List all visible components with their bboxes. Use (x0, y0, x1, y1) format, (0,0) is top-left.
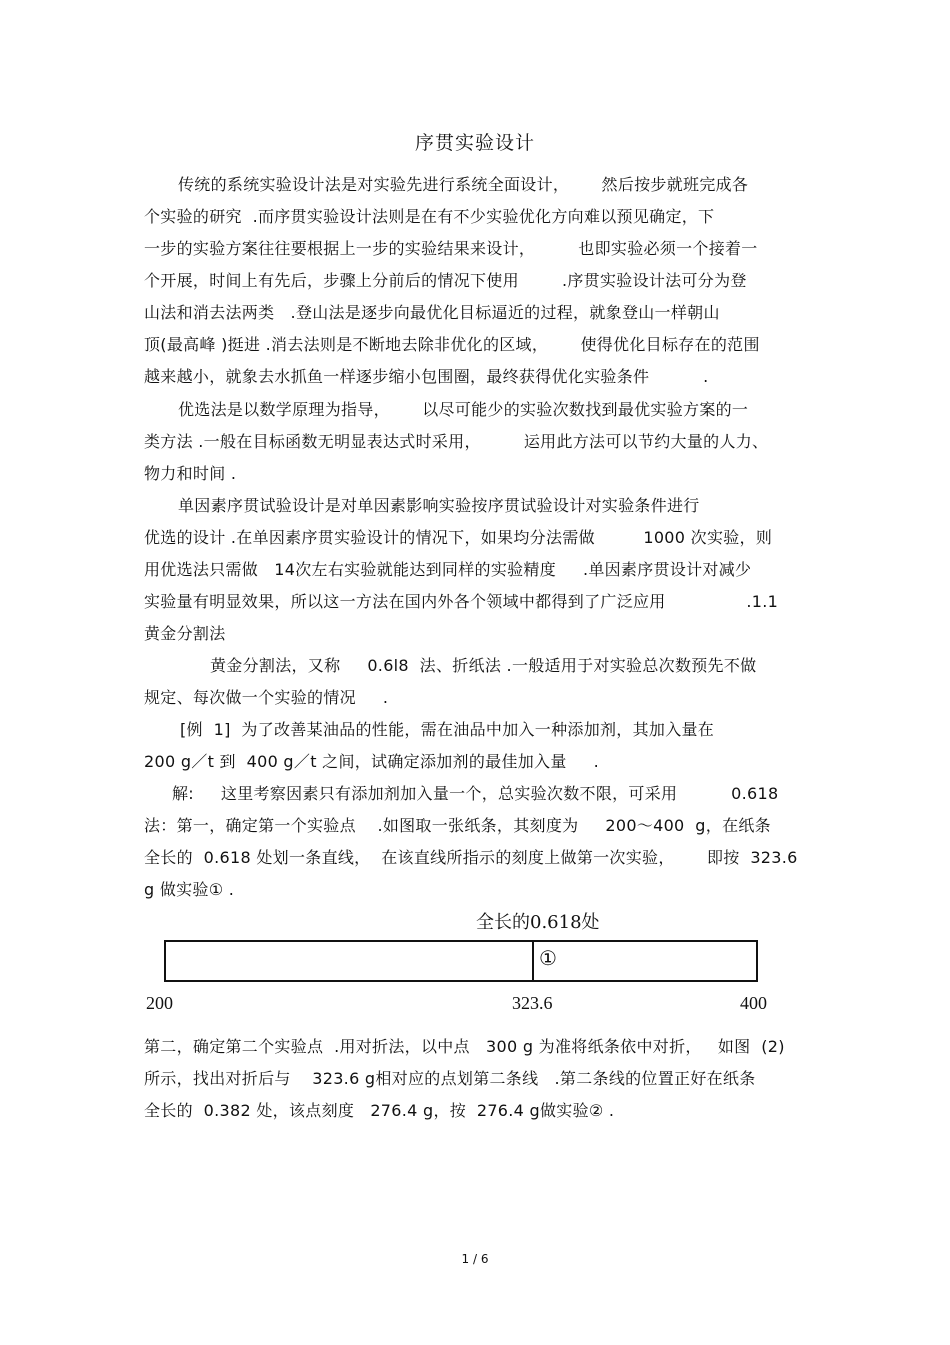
paper-strip (164, 940, 758, 982)
paragraph-line: 顶(最高峰 )挺进 .消去法则是不断地去除非优化的区域， 使得优化目标存在的范围 (144, 335, 760, 354)
paragraph-line: 规定、每次做一个实验的情况 . (144, 688, 389, 707)
experiment-mark: ① (539, 946, 557, 970)
paragraph-line: 黄金分割法，又称 0.6l8 法、折纸法 .一般适用于对实验总次数预先不做 (210, 656, 757, 675)
document-title: 序贯实验设计 (414, 132, 535, 154)
paragraph-line: 用优选法只需做 14次左右实验就能达到同样的实验精度 .单因素序贯设计对减少 (144, 560, 752, 579)
paragraph-line: 全长的 0.382 处，该点刻度 276.4 g，按 276.4 g做实验② . (144, 1101, 615, 1120)
tick-label-end: 400 (740, 993, 767, 1013)
paragraph-line: 第二，确定第二个实验点 .用对折法，以中点 300 g 为准将纸条依中对折， 如图 (2) (144, 1037, 785, 1056)
paragraph-line: [例 1] 为了改善某油品的性能，需在油品中加入一种添加剂，其加入量在 (180, 720, 715, 739)
paragraph-line: 单因素序贯试验设计是对单因素影响实验按序贯试验设计对实验条件进行 (178, 496, 700, 515)
paragraph-line: 优选法是以数学原理为指导， 以尽可能少的实验次数找到最优实验方案的一 (178, 400, 749, 419)
paragraph-line: 山法和消去法两类 .登山法是逐步向最优化目标逼近的过程，就象登山一样朝山 (144, 303, 720, 322)
section-heading: 黄金分割法 (144, 624, 226, 643)
paragraph-line: 解: 这里考察因素只有添加剂加入量一个，总实验次数不限，可采用 0.618 (172, 784, 779, 803)
paragraph-line: 个实验的研究 .而序贯实验设计法则是在有不少实验优化方向难以预见确定，下 (144, 207, 715, 226)
paragraph-line: 200 g／t 到 400 g／t 之间，试确定添加剂的最佳加入量 . (144, 752, 599, 771)
tick-label-mid: 323.6 (512, 993, 553, 1013)
paragraph-line: 类方法 .一般在目标函数无明显表达式时采用， 运用此方法可以节约大量的人力、 (144, 432, 769, 451)
paragraph-line: 个开展，时间上有先后，步骤上分前后的情况下使用 .序贯实验设计法可分为登 (144, 271, 747, 290)
paragraph-line: 越来越小，就象去水抓鱼一样逐步缩小包围圈，最终获得优化实验条件 . (144, 367, 709, 386)
paragraph-line: g 做实验① . (144, 880, 235, 899)
page-number: 1 / 6 (461, 1252, 489, 1266)
paragraph-line: 优选的设计 .在单因素序贯实验设计的情况下，如果均分法需做 1000 次实验，则 (144, 528, 773, 547)
first-experiment-line (532, 940, 534, 982)
paragraph-line: 法：第一，确定第一个实验点 .如图取一张纸条，其刻度为 200～400 g，在纸条 (144, 816, 771, 835)
paragraph-line: 全长的 0.618 处划一条直线， 在该直线所指示的刻度上做第一次实验， 即按 323.6 (144, 848, 798, 867)
figure-caption: 全长的0.618处 (476, 912, 600, 933)
paragraph-line: 物力和时间 . (144, 464, 237, 483)
paragraph-line: 所示，找出对折后与 323.6 g相对应的点划第二条线 .第二条线的位置正好在纸条 (144, 1069, 756, 1088)
paragraph-line: 传统的系统实验设计法是对实验先进行系统全面设计， 然后按步就班完成各 (178, 175, 749, 194)
tick-label-start: 200 (146, 993, 173, 1013)
paragraph-line: 一步的实验方案往往要根据上一步的实验结果来设计， 也即实验必须一个接着一 (144, 239, 758, 258)
paragraph-line: 实验量有明显效果，所以这一方法在国内外各个领域中都得到了广泛应用 .1.1 (144, 592, 779, 611)
